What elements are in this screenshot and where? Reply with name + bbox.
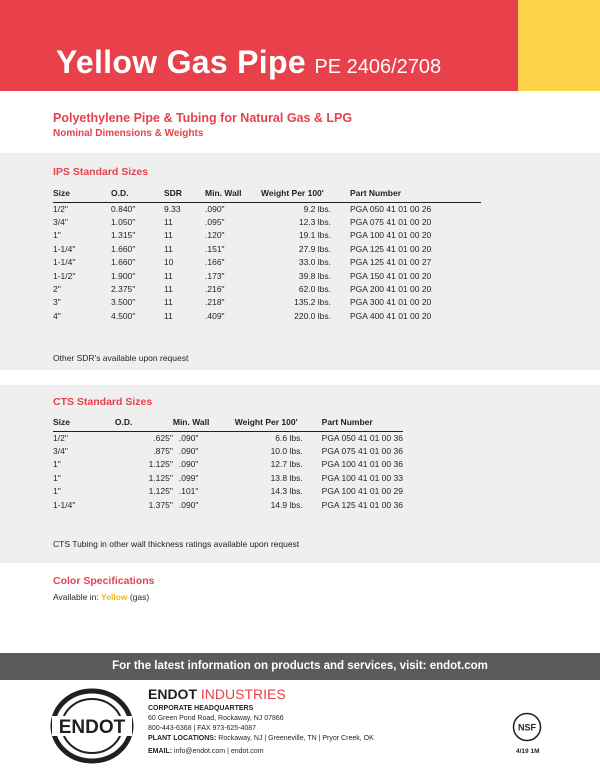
cts-cell-od: 1.125" [148, 459, 173, 470]
cts-cell-size: 1-1/4" [53, 499, 76, 510]
ips-cell-min-wall: .151" [205, 243, 225, 254]
cts-table-row [53, 431, 403, 444]
logo-wordmark: ENDOT [58, 717, 126, 738]
ips-cell-size: 1" [53, 230, 61, 241]
cts-cell-part-number: PGA 100 41 01 00 29 [321, 486, 403, 497]
ips-cell-part-number: PGA 100 41 01 00 20 [350, 230, 432, 241]
ips-table [53, 185, 481, 323]
ips-cell-od: 1.050" [111, 217, 136, 228]
ips-cell-weight: 19.1 lbs. [298, 230, 331, 241]
ips-cell-size: 1-1/2" [53, 270, 76, 281]
color-spec-prefix: Available in: [53, 592, 102, 602]
cts-cell-min-wall: .099" [178, 472, 199, 483]
ips-cell-spacer [331, 242, 350, 255]
cts-table-row [53, 458, 403, 471]
cts-cell-part-number: PGA 100 41 01 00 36 [321, 459, 403, 470]
cts-note: CTS Tubing in other wall thickness ratings available upon request [53, 539, 300, 549]
intro-subheading: Nominal Dimensions & Weights [53, 128, 204, 139]
ips-cell-size: 4" [53, 310, 61, 321]
cts-cell-size: 3/4" [53, 446, 68, 457]
ips-cell-od: 1.900" [111, 270, 136, 281]
ips-cell-sdr: 9.33 [164, 203, 181, 214]
ips-table-row [53, 296, 481, 309]
nsf-certification-icon [512, 712, 542, 742]
cts-cell-part-number: PGA 100 41 01 00 33 [321, 472, 403, 483]
ips-table-row [53, 256, 481, 269]
cts-cell-od: .625" [153, 432, 173, 443]
ips-cell-min-wall: .409" [205, 310, 225, 321]
intro-heading: Polyethylene Pipe & Tubing for Natural Gas & LPG [53, 111, 353, 125]
ips-table-row [53, 242, 481, 255]
ips-cell-part-number: PGA 300 41 01 00 20 [350, 297, 432, 308]
ips-cell-od: 1.315" [111, 230, 136, 241]
cts-cell-part-number: PGA 075 41 01 00 36 [321, 446, 403, 457]
cts-section-title: CTS Standard Sizes [53, 396, 153, 408]
cts-cell-weight: 6.6 lbs. [275, 432, 303, 443]
ips-cell-min-wall: .216" [205, 284, 225, 295]
page-title [56, 44, 441, 81]
ips-cell-weight: 12.3 lbs. [298, 217, 331, 228]
ips-cell-weight: 39.8 lbs. [298, 270, 331, 281]
ips-table-row [53, 269, 481, 282]
cts-cell-weight: 13.8 lbs. [270, 472, 303, 483]
ips-cell-sdr: 11 [164, 270, 173, 281]
ips-cell-weight: 9.2 lbs. [303, 203, 331, 214]
ips-col-sdr: SDR [164, 188, 182, 199]
ips-header-row [53, 185, 481, 202]
ips-section-title: IPS Standard Sizes [53, 166, 149, 178]
color-spec-color: Yellow [101, 592, 128, 602]
ips-col-size: Size [53, 188, 71, 199]
cts-cell-weight: 10.0 lbs. [270, 446, 303, 457]
cts-cell-spacer [303, 471, 322, 484]
ips-table-row [53, 229, 481, 242]
color-spec-line [53, 592, 149, 602]
cts-cell-spacer [303, 444, 322, 457]
ips-cell-part-number: PGA 050 41 01 00 26 [350, 203, 432, 214]
cts-cell-part-number: PGA 050 41 01 00 36 [321, 432, 403, 443]
cts-cell-size: 1/2" [53, 432, 68, 443]
ips-cell-spacer [331, 296, 350, 309]
contact-email: EMAIL: info@endot.com | endot.com [148, 748, 264, 755]
ips-cell-min-wall: .095" [205, 217, 225, 228]
footer-banner: For the latest information on products and services, visit: endot.com [0, 653, 600, 680]
ips-cell-min-wall: .173" [205, 270, 225, 281]
ips-cell-spacer [331, 282, 350, 295]
ips-cell-spacer [331, 202, 350, 215]
cts-col-part-number: Part Number [321, 417, 373, 428]
cts-cell-min-wall: .090" [178, 499, 199, 510]
cts-cell-od: 1.125" [148, 486, 173, 497]
company-name-light: INDUSTRIES [197, 686, 286, 702]
ips-note: Other SDR's available upon request [53, 353, 189, 363]
ips-cell-sdr: 11 [164, 284, 173, 295]
ips-table-row [53, 309, 481, 322]
cts-cell-spacer [303, 485, 322, 498]
ips-cell-min-wall: .166" [205, 257, 225, 268]
ips-cell-weight: 220.0 lbs. [294, 310, 331, 321]
cts-cell-od: 1.375" [148, 499, 173, 510]
ips-cell-spacer [331, 269, 350, 282]
ips-cell-weight: 33.0 lbs. [298, 257, 331, 268]
cts-cell-size: 1" [53, 459, 61, 470]
ips-col-weight: Weight Per 100' [261, 188, 324, 199]
ips-cell-part-number: PGA 400 41 01 00 20 [350, 310, 432, 321]
endot-logo-icon [50, 688, 134, 764]
company-name [148, 686, 286, 702]
ips-cell-size: 2" [53, 284, 61, 295]
cts-cell-spacer [303, 431, 322, 444]
ips-cell-weight: 27.9 lbs. [298, 243, 331, 254]
ips-cell-sdr: 11 [164, 243, 173, 254]
cts-col-size: Size [53, 417, 71, 428]
cts-table [53, 414, 403, 511]
ips-cell-min-wall: .218" [205, 297, 225, 308]
cts-cell-size: 1" [53, 472, 61, 483]
ips-cell-sdr: 11 [164, 230, 173, 241]
ips-cell-size: 1-1/4" [53, 243, 76, 254]
cts-cell-min-wall: .090" [178, 459, 199, 470]
ips-cell-part-number: PGA 125 41 01 00 27 [350, 257, 432, 268]
ips-cell-min-wall: .090" [205, 203, 225, 214]
color-spec-suffix: (gas) [127, 592, 150, 602]
ips-cell-spacer [331, 229, 350, 242]
ips-table-row [53, 202, 481, 215]
cts-cell-od: .875" [153, 446, 173, 457]
cts-table-row [53, 444, 403, 457]
title-main: Yellow Gas Pipe [56, 44, 306, 80]
cts-cell-part-number: PGA 125 41 01 00 36 [321, 499, 403, 510]
ips-cell-od: 1.660" [111, 257, 136, 268]
cts-table-row [53, 471, 403, 484]
ips-cell-sdr: 11 [164, 217, 173, 228]
ips-cell-size: 3" [53, 297, 61, 308]
ips-cell-sdr: 11 [164, 297, 173, 308]
plant-locations: PLANT LOCATIONS: Rockaway, NJ | Greeneville, TN | Pryor Creek, OK [148, 735, 374, 742]
ips-col-part-number: Part Number [350, 188, 402, 199]
ips-cell-od: 1.660" [111, 243, 136, 254]
color-spec-title: Color Specifications [53, 575, 155, 587]
ips-cell-part-number: PGA 075 41 01 00 20 [350, 217, 432, 228]
ips-cell-part-number: PGA 200 41 01 00 20 [350, 284, 432, 295]
title-subtitle: PE 2406/2708 [314, 56, 442, 78]
cts-cell-weight: 12.7 lbs. [270, 459, 303, 470]
hq-phone: 800-443-6368 | FAX 973-625-4087 [148, 725, 257, 732]
ips-cell-part-number: PGA 150 41 01 00 20 [350, 270, 432, 281]
company-name-bold: ENDOT [148, 686, 197, 702]
hq-label: CORPORATE HEADQUARTERS [148, 705, 254, 712]
cts-cell-weight: 14.9 lbs. [270, 499, 303, 510]
ips-cell-min-wall: .120" [205, 230, 225, 241]
cts-cell-min-wall: .090" [178, 432, 199, 443]
ips-col-od: O.D. [111, 188, 129, 199]
ips-cell-spacer [331, 309, 350, 322]
cts-col-od: O.D. [114, 417, 133, 428]
cts-col-weight: Weight Per 100' [234, 417, 298, 428]
ips-cell-sdr: 10 [164, 257, 174, 268]
ips-cell-od: 2.375" [111, 284, 136, 295]
cts-header-row [53, 414, 403, 431]
ips-cell-weight: 135.2 lbs. [294, 297, 331, 308]
cts-cell-weight: 14.3 lbs. [270, 486, 303, 497]
ips-cell-size: 1/2" [53, 203, 68, 214]
ips-cell-sdr: 11 [164, 310, 173, 321]
cts-col-min-wall: Min. Wall [172, 417, 210, 428]
header-accent [518, 0, 600, 91]
cts-cell-spacer [303, 458, 322, 471]
ips-table-row [53, 282, 481, 295]
cts-cell-min-wall: .090" [178, 446, 199, 457]
ips-col-min-wall: Min. Wall [205, 188, 242, 199]
ips-cell-spacer [331, 256, 350, 269]
hq-address: 60 Green Pond Road, Rockaway, NJ 07866 [148, 715, 284, 722]
ips-cell-size: 3/4" [53, 217, 68, 228]
ips-cell-od: 4.500" [111, 310, 136, 321]
ips-cell-spacer [331, 215, 350, 228]
revision-date: 4/19 1M [516, 748, 540, 755]
ips-cell-od: 0.840" [111, 203, 136, 214]
ips-cell-part-number: PGA 125 41 01 00 20 [350, 243, 432, 254]
ips-table-row [53, 215, 481, 228]
ips-cell-size: 1-1/4" [53, 257, 76, 268]
cts-cell-od: 1.125" [148, 472, 173, 483]
ips-cell-od: 3.500" [111, 297, 136, 308]
nsf-wordmark: NSF [518, 722, 536, 733]
cts-cell-size: 1" [53, 486, 61, 497]
cts-table-row [53, 498, 403, 511]
cts-cell-spacer [303, 498, 322, 511]
cts-cell-min-wall: .101" [178, 486, 199, 497]
cts-table-row [53, 485, 403, 498]
ips-cell-weight: 62.0 lbs. [298, 284, 331, 295]
